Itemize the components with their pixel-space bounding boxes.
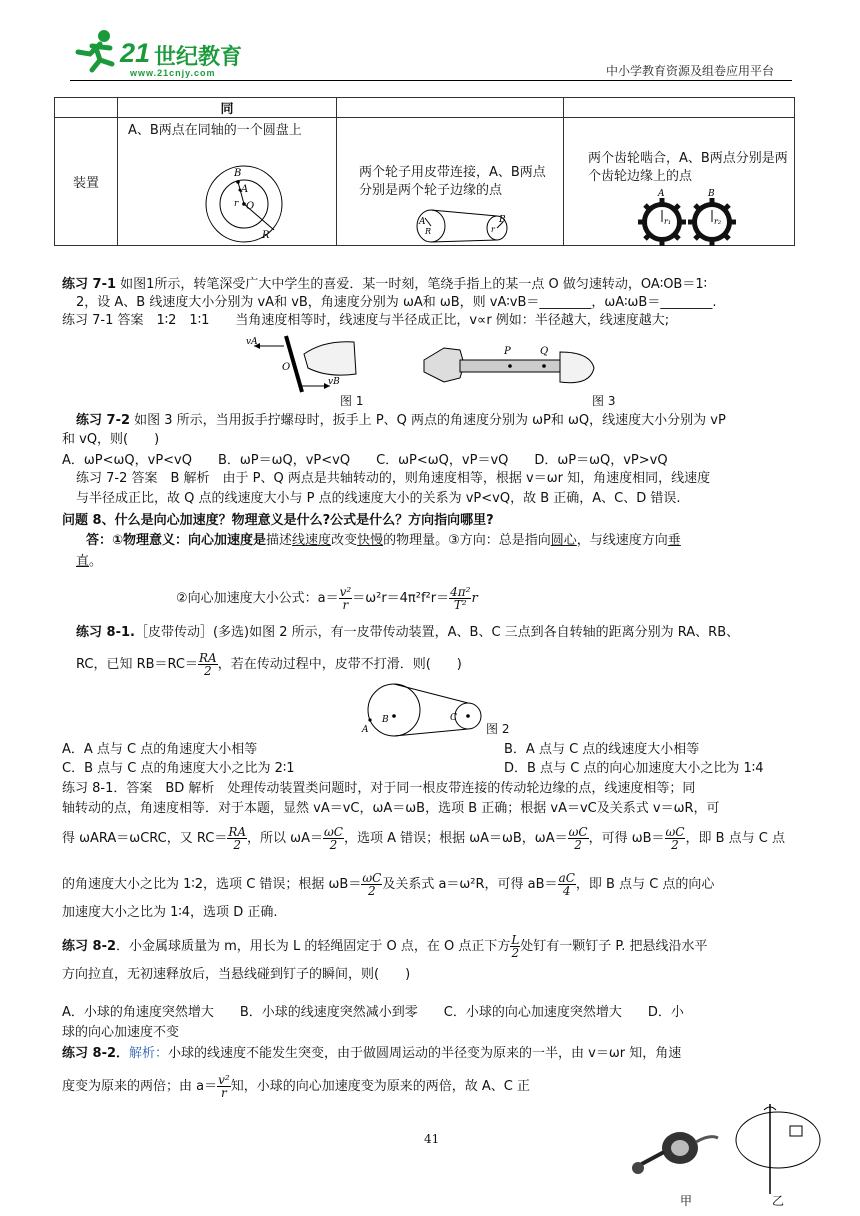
- fig1-caption: 图 1: [340, 394, 364, 408]
- exercise-8-2-answer-label: 练习 8-2．: [62, 1046, 130, 1061]
- belt-label-a: A: [419, 217, 426, 227]
- fig2-caption: 图 2: [486, 722, 510, 736]
- gear-label-r1: r₁: [664, 217, 672, 226]
- option-c: C．B 点与 C 点的角速度大小之比为 2∶1: [62, 761, 295, 776]
- header-same-axis: 同: [118, 98, 337, 118]
- frac-num: ωC: [665, 825, 685, 839]
- option-d: D．B 点与 C 点的向心加速度大小之比为 1∶4: [504, 761, 764, 776]
- exercise-8-1-answer: 练习 8-1．答案 BD 解析 处理传动装置类问题时，对于同一根皮带连接的传动轮边缘的点，线速度相等；同: [62, 781, 696, 796]
- belt-diagram: [413, 206, 513, 244]
- fig2-label-b: B: [382, 715, 389, 725]
- exercise-7-1: [62, 276, 707, 293]
- frac-den: r: [342, 598, 349, 612]
- frac-num: v²: [218, 1073, 230, 1087]
- cell-gear: [564, 118, 795, 246]
- exercise-8-2: [62, 934, 708, 959]
- runner-logo-icon: [70, 28, 122, 74]
- exercise-8-1-answer-3: [62, 826, 785, 851]
- disk-label-r: r: [234, 199, 239, 209]
- wrench-figure: [420, 338, 596, 394]
- exercise-7-2-answer: 练习 7-2 答案 B 解析 由于 P、Q 两点是共轴转动的，则角速度相等，根据 v＝ωr 知，角速度相同，线速度: [76, 471, 711, 486]
- gear-label-a: A: [658, 189, 665, 199]
- answer-8-prefix: 答：①物理意义：: [86, 533, 189, 548]
- fig2-label-c: C: [450, 713, 457, 723]
- disk-label-big-r: R: [262, 230, 270, 241]
- frac-den: 2: [671, 838, 679, 852]
- answer-8: [86, 532, 681, 549]
- ans-c4: ，可得 ωB＝: [588, 831, 665, 846]
- frac-wC-2a: [323, 826, 344, 851]
- answer-8-describe: 描述: [266, 533, 293, 548]
- exercise-8-2-options: A．小球的角速度突然增大 B．小球的线速度突然减小到零 C．小球的向心加速度突然增大 D．小: [62, 1005, 684, 1020]
- exercise-7-1-cont: 2，设 A、B 线速度大小分别为 vA和 vB，角速度分别为 ωA和 ωB，则 vA∶vB＝________，ωA∶ωB＝________.: [76, 295, 717, 310]
- exercise-8-1-answer-4: [62, 872, 714, 897]
- disk-label-o: O: [246, 201, 255, 212]
- exercise-7-2-answer-cont: 与半径成正比，故 Q 点的线速度大小与 P 点的线速度大小的关系为 vP<vQ，故 B 正确，A、C、D 错误.: [76, 491, 681, 506]
- wrench-label-q: Q: [540, 346, 549, 357]
- page-number: 41: [424, 1132, 440, 1146]
- frac-den: 2: [233, 838, 242, 852]
- answer-8-perp1: 垂: [667, 533, 681, 548]
- exercise-8-1-text: ［皮带传动］(多选)如图 2 所示，有一皮带传动装置，A、B、C 三点到各自转轴的距离分别为 RA、RB、: [134, 625, 740, 640]
- exercise-7-2-cont: 和 vQ，则( ): [62, 432, 160, 447]
- belt-label-r: r: [491, 225, 495, 234]
- cell-same-axis: [118, 118, 337, 246]
- formula-r: r: [471, 591, 478, 606]
- label-yi: 乙: [772, 1194, 785, 1208]
- answer-8-direction: 的物理量。③方向：总是指向: [383, 533, 551, 548]
- option-b: B．A 点与 C 点的线速度大小相等: [504, 742, 700, 757]
- frac-num: ωC: [362, 871, 382, 885]
- gear-diagram: [634, 188, 744, 248]
- frac-num: ωC: [568, 825, 588, 839]
- table-corner: [55, 98, 118, 118]
- ans-d3: ，即 B 点与 C 点的向心: [575, 877, 715, 892]
- exercise-7-1-label: 练习 7-1: [62, 277, 117, 292]
- figure-jia: [630, 1124, 730, 1184]
- ans-c3: ，选项 A 错误；根据 ωA＝ωB，ωA＝: [343, 831, 568, 846]
- pen-label-vb: vB: [328, 377, 340, 387]
- frac-den: T²: [453, 598, 467, 612]
- exercise-8-1-answer-2: 轴转动的点，角速度相等．对于本题，显然 vA＝vC，ωA＝ωB，选项 B 正确；根据 vA＝vC及关系式 v＝ωR，可: [62, 801, 720, 816]
- ans-d2: 及关系式 a＝ω²R，可得 aB＝: [382, 877, 558, 892]
- cell-belt: [337, 118, 564, 246]
- frac-L-2: [510, 934, 520, 959]
- ans-d1: 的角速度大小之比为 1∶2，选项 C 错误；根据 ωB＝: [62, 877, 362, 892]
- frac-num: ωC: [323, 825, 343, 839]
- exercise-8-1-rc: RC，已知 RB＝RC＝: [76, 657, 199, 672]
- frac-den: 2: [204, 664, 212, 678]
- answer-8-perp2: 直: [76, 554, 90, 569]
- exercise-7-2-label: 练习 7-2: [76, 413, 131, 428]
- exercise-7-2: [76, 412, 726, 429]
- ans82-d1: 度变为原来的两倍；由 a＝: [62, 1079, 218, 1094]
- label-jia: 甲: [680, 1194, 693, 1208]
- answer-8-change: 改变: [331, 533, 358, 548]
- frac-den: 2: [329, 838, 338, 852]
- ans-c1: 得 ωARA＝ωCRC，又 RC＝: [62, 831, 228, 846]
- question-8: 问题 8、什么是向心加速度？物理意义是什么?公式是什么？方向指向哪里?: [62, 513, 494, 528]
- frac-num: RA: [228, 825, 247, 839]
- exercise-8-2-answer-2: [62, 1074, 530, 1099]
- header-belt: [337, 98, 564, 118]
- header-gear: [564, 98, 795, 118]
- exercise-7-1-text: 如图1所示，转笔深受广大中学生的喜爱．某一时刻，笔绕手指上的某一点 O 做匀速转动，OA∶OB＝1∶: [116, 277, 708, 292]
- answer-8-with-velocity: ，与线速度方向: [576, 533, 668, 548]
- exercise-8-2-answer-text: 小球的线速度不能发生突变，由于做圆周运动的半径变为原来的一半，由 v＝ωr 知，角速: [168, 1046, 682, 1061]
- gear-label-r2: r₂: [714, 217, 722, 226]
- pen-label-va: vA: [246, 337, 258, 347]
- frac-RA-2: [198, 652, 218, 677]
- belt-label-big-r: R: [425, 227, 432, 236]
- logo-url: www.21cnjy.com: [130, 68, 216, 78]
- figure-yi: [732, 1104, 832, 1196]
- exercise-8-2-answer: [62, 1045, 681, 1062]
- answer-8-rate: 快慢: [357, 533, 384, 548]
- frac-wC-2d: [361, 872, 382, 897]
- fig2-label-a: A: [362, 725, 369, 735]
- frac-num: L: [511, 933, 520, 947]
- pen-label-o: O: [282, 362, 291, 373]
- answer-8-center: 圆心: [550, 533, 577, 548]
- frac-wC-2b: [568, 826, 589, 851]
- belt-figure-2: [360, 682, 500, 738]
- exercise-8-1-label: 练习 8-1.: [76, 625, 135, 640]
- cell-same-axis-text: A、B两点在同轴的一个圆盘上: [128, 123, 302, 138]
- answer-8-term: 向心加速度是: [188, 533, 267, 548]
- answer-8-end: 。: [89, 554, 103, 569]
- exercise-7-2-text: 如图 3 所示，当用扳手拧螺母时，扳手上 P、Q 两点的角速度分别为 ωP和 ωQ，线速度大小分别为 vP: [130, 413, 726, 428]
- fig3-caption: 图 3: [592, 394, 616, 408]
- disk-diagram: [196, 162, 296, 244]
- frac-num: v²: [339, 585, 352, 599]
- exercise-8-1-tail: ，若在传动过程中，皮带不打滑．则( ): [217, 657, 462, 672]
- ans82-d2: 知，小球的向心加速度变为原来的两倍，故 A、C 正: [230, 1079, 530, 1094]
- platform-name: 中小学教育资源及组卷应用平台: [606, 64, 775, 78]
- exercise-8-2-text: ．小金属球质量为 m，用长为 L 的轻绳固定于 O 点，在 O 点正下方: [116, 939, 511, 954]
- frac-RA-2b: [227, 826, 247, 851]
- frac-v2-r-b: [217, 1074, 231, 1099]
- belt-label-b: B: [499, 215, 506, 225]
- device-table: [54, 97, 795, 246]
- exercise-8-2-cont: 方向拉直，无初速释放后，当悬线碰到钉子的瞬间，则( ): [62, 967, 411, 982]
- frac-num: RA: [199, 651, 217, 665]
- row-label: 装置: [55, 118, 118, 246]
- exercise-8-2-options-2: 球的向心加速度不变: [62, 1025, 180, 1040]
- disk-label-a: A: [241, 184, 249, 195]
- exercise-7-2-options: A．ωP<ωQ，vP<vQ B．ωP＝ωQ，vP<vQ C．ωP<ωQ，vP＝vQ D．ωP＝ωQ，vP>vQ: [62, 453, 668, 468]
- frac-den: r: [221, 1086, 227, 1100]
- frac-den: 2: [368, 884, 376, 898]
- frac-wC-2c: [665, 826, 686, 851]
- frac-num: aC: [558, 871, 575, 885]
- cell-gear-text: 两个齿轮啮合，A、B两点分别是两个齿轮边缘上的点: [588, 151, 788, 184]
- exercise-8-1-cont: [76, 652, 462, 677]
- gear-label-b: B: [708, 189, 715, 199]
- answer-8-velocity: 线速度: [292, 533, 332, 548]
- frac-4pi2-T2: [449, 586, 471, 611]
- cell-belt-text: 两个轮子用皮带连接，A、B两点分别是两个轮子边缘的点: [359, 165, 546, 198]
- formula-mid: ＝ω²r＝4π²f²r＝: [352, 591, 450, 606]
- option-a: A．A 点与 C 点的角速度大小相等: [62, 742, 258, 757]
- frac-aC-4: [558, 872, 576, 897]
- frac-num: 4π²: [450, 585, 471, 599]
- frac-den: 4: [562, 884, 571, 898]
- disk-label-b: B: [234, 168, 242, 179]
- frac-den: 2: [574, 838, 582, 852]
- logo-number: 21: [120, 38, 151, 68]
- exercise-8-1-answer-5: 加速度大小之比为 1∶4，选项 D 正确.: [62, 905, 278, 920]
- exercise-8-2-analysis: 解析：: [129, 1046, 169, 1061]
- wrench-label-p: P: [504, 346, 511, 357]
- exercise-7-1-answer: 练习 7-1 答案 1∶2 1∶1 当角速度相等时，线速度与半径成正比，v∝r 例如：半径越大，线速度越大;: [62, 313, 670, 328]
- header-logo: [70, 28, 250, 78]
- exercise-8-2-tail: 处钉有一颗钉子 P. 把悬线沿水平: [520, 939, 708, 954]
- exercise-8-1: [76, 624, 739, 641]
- answer-8-cont: [76, 553, 102, 570]
- header-rule: [70, 80, 792, 81]
- ans-c2: ，所以 ωA＝: [247, 831, 323, 846]
- formula-prefix: ②向心加速度大小公式：a＝: [176, 591, 339, 606]
- ans-c5: ，即 B 点与 C 点: [685, 831, 785, 846]
- frac-v2-r: [339, 586, 353, 611]
- pen-figure: [244, 334, 364, 396]
- logo-title: 世纪教育: [154, 45, 243, 70]
- formula-line: [176, 586, 478, 611]
- frac-den: 2: [511, 946, 520, 960]
- exercise-8-2-label: 练习 8-2: [62, 939, 117, 954]
